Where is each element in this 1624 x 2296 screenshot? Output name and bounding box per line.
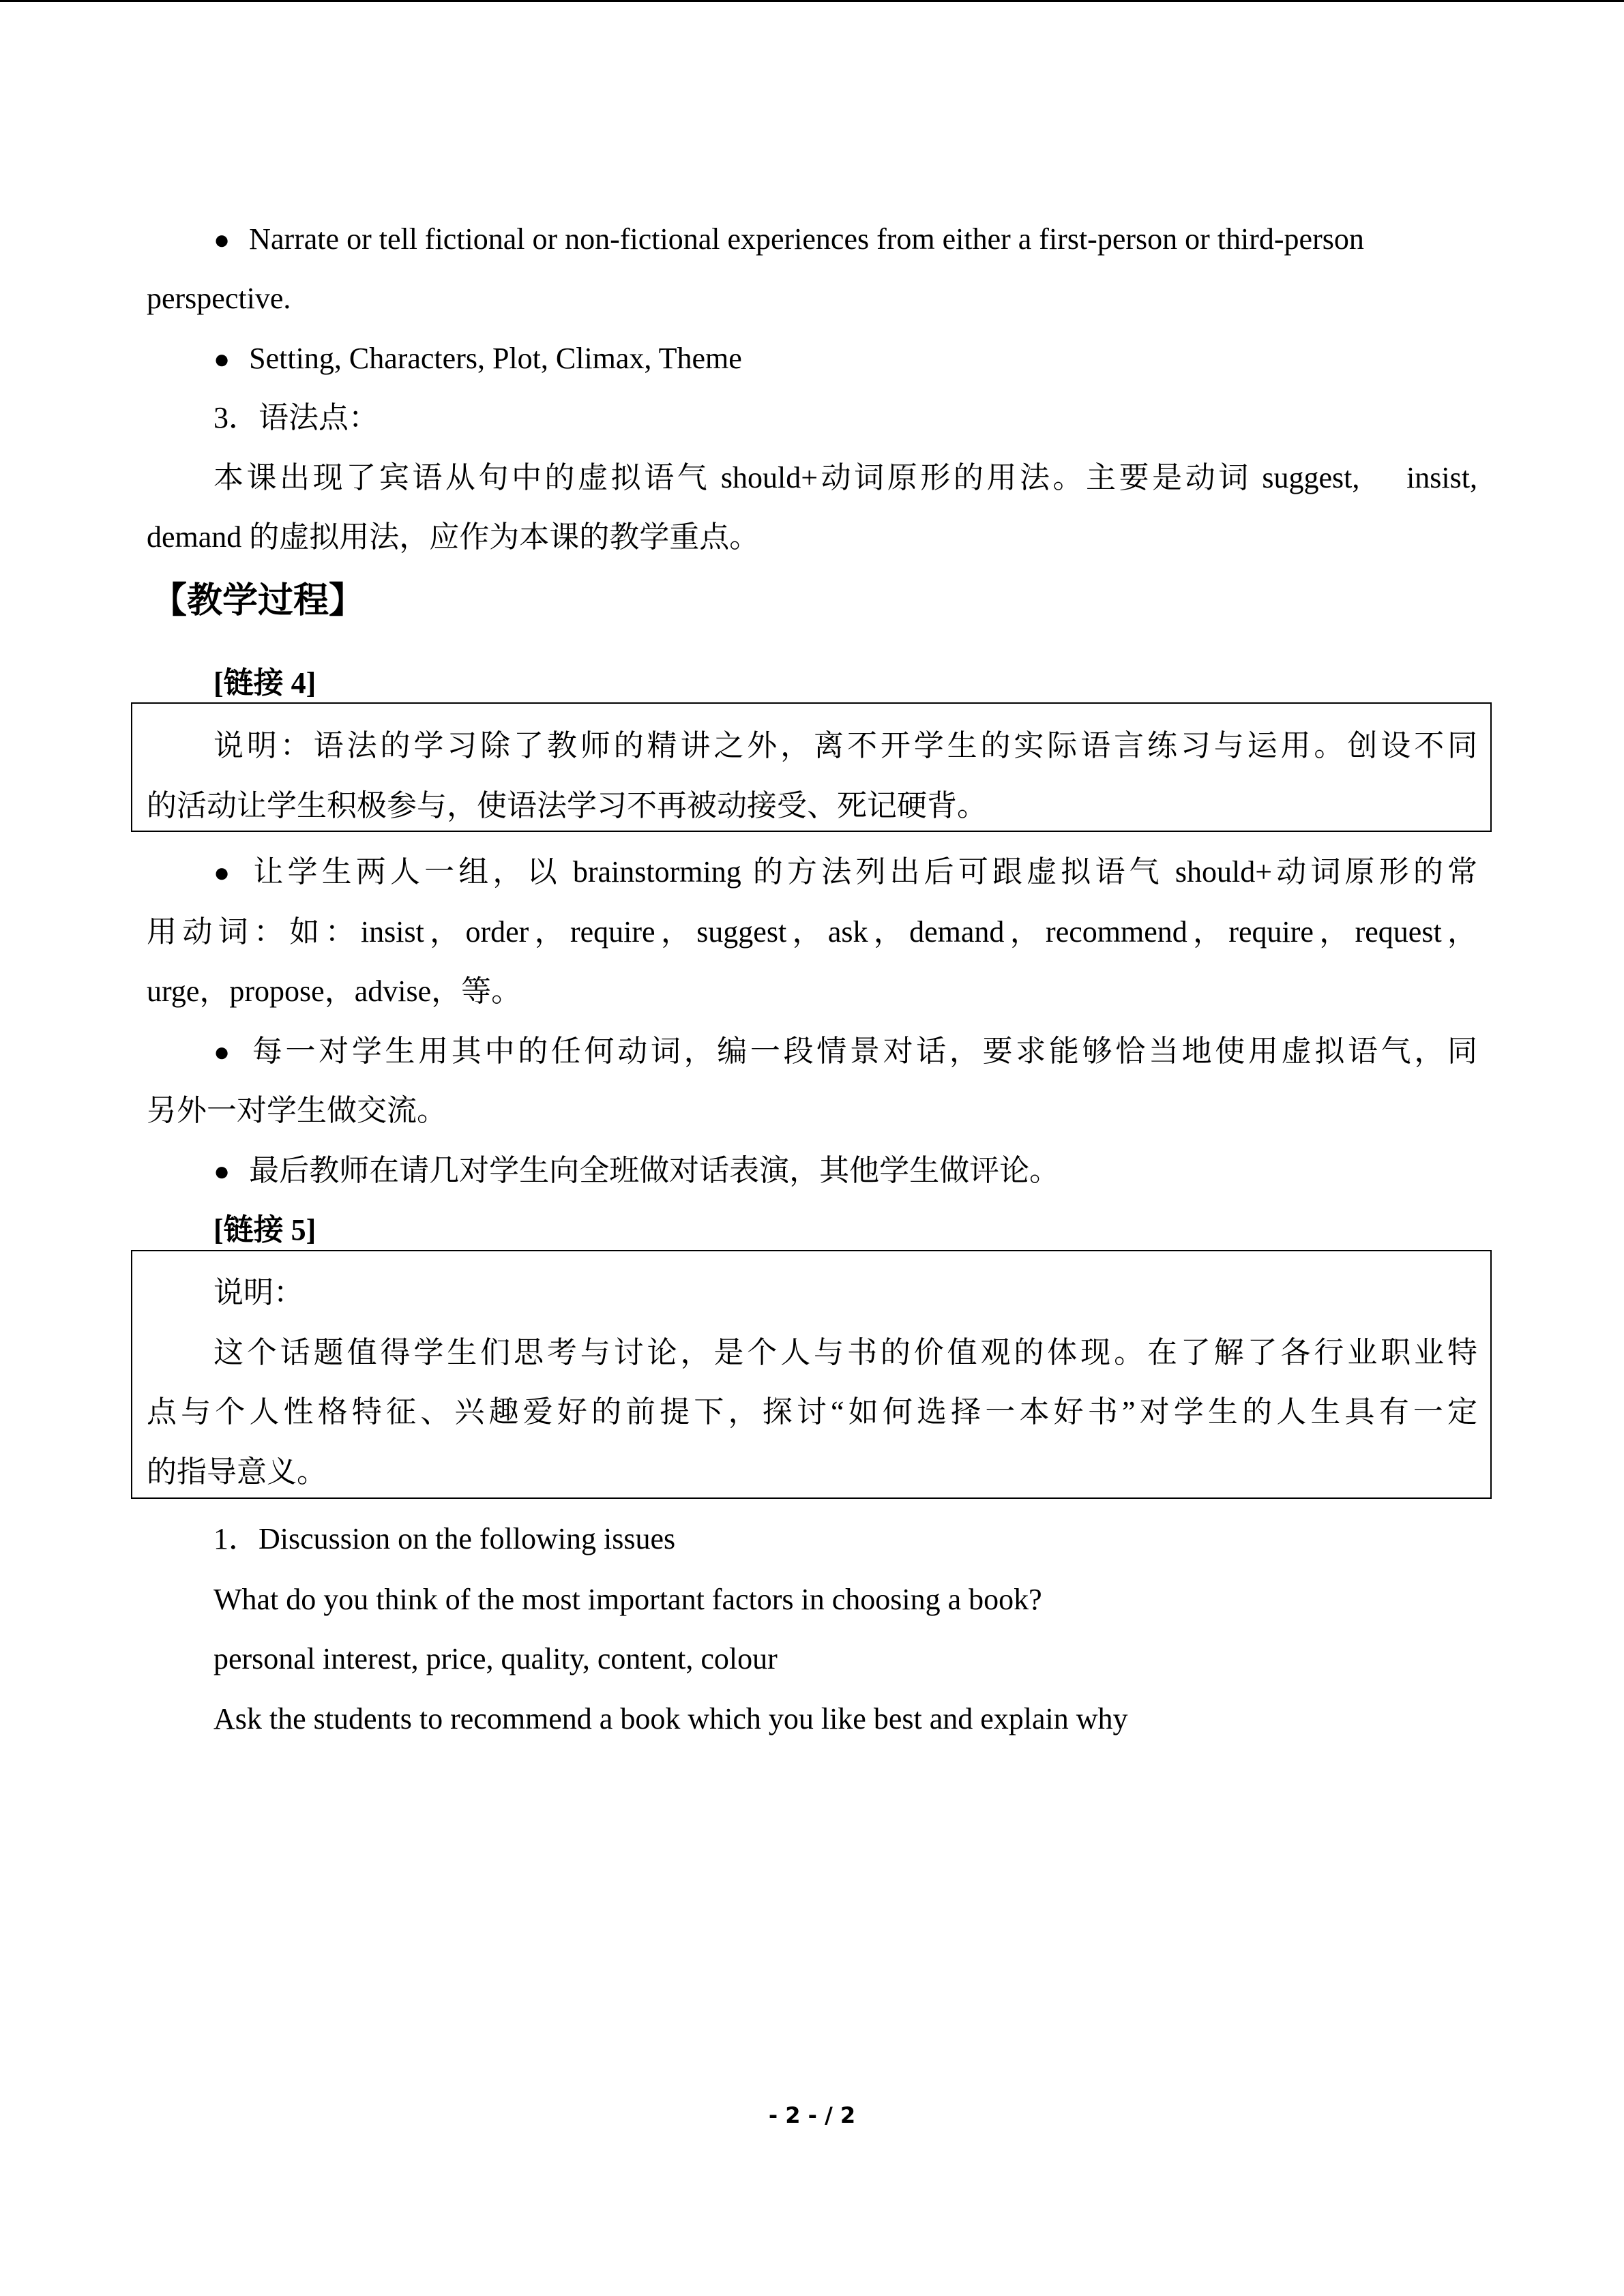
link4-note-line: 的活动让学生积极参与，使语法学习不再被动接受、死记硬背。: [147, 789, 987, 822]
page-top-border: [0, 0, 1624, 2]
bullet-icon: ●: [213, 224, 231, 255]
bullet-item: ● Narrate or tell fictional or non-fictional experiences from either a first-person or third-person: [213, 222, 1364, 256]
link5-label: [链接 5]: [213, 1213, 316, 1247]
activity-item: ● 让学生两人一组，以 brainstorming 的方法列出后可跟虚拟语气 should+动词原形的常: [213, 855, 1478, 889]
activity-text-line: urge，propose，advise，等。: [147, 974, 522, 1008]
link5-note-line: 点与个人性格特征、兴趣爱好的前提下，探讨“如何选择一本好书”对学生的人生具有一定: [147, 1395, 1477, 1429]
bullet-item: ● Setting, Characters, Plot, Climax, Theme: [213, 342, 742, 375]
grammar-text-line: 本课出现了宾语从句中的虚拟语气 should+动词原形的用法。主要是动词 suggest, insist,: [213, 461, 1477, 494]
activity-item: ● 每一对学生用其中的任何动词，编一段情景对话，要求能够恰当地使用虚拟语气，同: [213, 1034, 1477, 1068]
bullet-text-continued: perspective.: [147, 282, 291, 315]
link4-label: [链接 4]: [213, 666, 316, 700]
activity-text-line: 用动词：如：insist，order，require，suggest，ask，demand，recommend，require，request，: [147, 915, 1477, 949]
link4-note-line: 说明：语法的学习除了教师的精讲之外，离不开学生的实际语言练习与运用。创设不同: [213, 729, 1477, 762]
bullet-icon: ●: [213, 1156, 231, 1187]
bullet-icon: ●: [213, 344, 231, 374]
grammar-title: 3．语法点：: [213, 401, 379, 434]
bullet-icon: ●: [213, 1037, 233, 1067]
grammar-text-line: demand 的虚拟用法，应作为本课的教学重点。: [147, 520, 760, 554]
link5-note-line: 的指导意义。: [147, 1455, 327, 1489]
bullet-icon: ●: [213, 857, 235, 888]
discussion-task: Ask the students to recommend a book which you like best and explain why: [213, 1702, 1128, 1735]
section-title: 【教学过程】: [151, 580, 365, 621]
link5-note-line: 说明：: [213, 1276, 304, 1309]
link5-note-line: 这个话题值得学生们思考与讨论，是个人与书的价值观的体现。在了解了各行业职业特: [213, 1336, 1477, 1369]
discussion-question: What do you think of the most important factors in choosing a book?: [213, 1583, 1042, 1616]
discussion-factors: personal interest, price, quality, content, colour: [213, 1642, 778, 1675]
activity-item: ● 最后教师在请几对学生向全班做对话表演，其他学生做评论。: [213, 1154, 1060, 1187]
page-number: - 2 - / 2: [768, 2102, 856, 2128]
activity-text-line: 另外一对学生做交流。: [147, 1094, 447, 1127]
discussion-title: 1．Discussion on the following issues: [213, 1522, 676, 1555]
